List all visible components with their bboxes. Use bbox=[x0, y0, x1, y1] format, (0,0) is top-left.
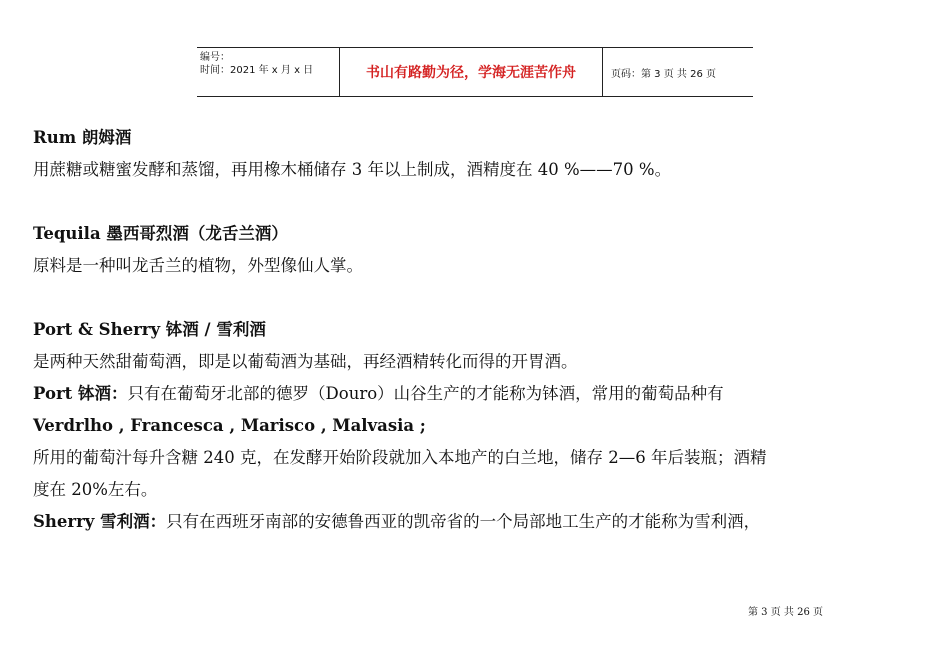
page-footer-indicator: 第 3 页 共 26 页 bbox=[748, 607, 823, 618]
header-motto: 书山有路勤为径，学海无涯苦作舟 bbox=[340, 48, 603, 96]
paragraph-port-sugar: 所用的葡萄汁每升含糖 240 克，在发酵开始阶段就加入本地产的白兰地，储存 2—6 年后装瓶；酒精 bbox=[33, 448, 767, 467]
port-label: Port 钵酒： bbox=[33, 384, 128, 403]
paragraph-port-sherry: 是两种天然甜葡萄酒，即是以葡萄酒为基础，再经酒精转化而得的开胃酒。 bbox=[33, 352, 578, 371]
port-description: 只有在葡萄牙北部的德罗（Douro）山谷生产的才能称为钵酒，常用的葡萄品种有 bbox=[127, 384, 724, 403]
page-header bbox=[197, 47, 753, 97]
paragraph-port bbox=[33, 378, 913, 410]
document-number-label: 编号： bbox=[200, 52, 230, 63]
paragraph-rum: 用蔗糖或糖蜜发酵和蒸馏，再用橡木桶储存 3 年以上制成，酒精度在 40 %——70 %。 bbox=[33, 160, 672, 179]
section-title-rum: Rum 朗姆酒 bbox=[33, 128, 132, 147]
paragraph-tequila: 原料是一种叫龙舌兰的植物，外型像仙人掌。 bbox=[33, 256, 363, 275]
section-title-port-sherry: Port & Sherry 钵酒 / 雪利酒 bbox=[33, 320, 266, 339]
sherry-label: Sherry 雪利酒： bbox=[33, 512, 167, 531]
document-body bbox=[33, 122, 913, 538]
document-date: 时间：2021 年 x 月 x 日 bbox=[200, 65, 314, 76]
port-grape-varieties: Verdrlho , Francesca , Marisco , Malvasia ; bbox=[33, 416, 426, 435]
paragraph-sherry bbox=[33, 506, 913, 538]
header-meta bbox=[197, 48, 340, 96]
spacer bbox=[33, 186, 913, 218]
section-title-tequila: Tequila 墨西哥烈酒（龙舌兰酒） bbox=[33, 224, 288, 243]
header-page-code: 页码：第 3 页 共 26 页 bbox=[611, 68, 716, 80]
paragraph-port-abv: 度在 20%左右。 bbox=[33, 480, 158, 499]
sherry-description: 只有在西班牙南部的安德鲁西亚的凯帝省的一个局部地工生产的才能称为雪利酒， bbox=[166, 512, 761, 531]
spacer bbox=[33, 282, 913, 314]
